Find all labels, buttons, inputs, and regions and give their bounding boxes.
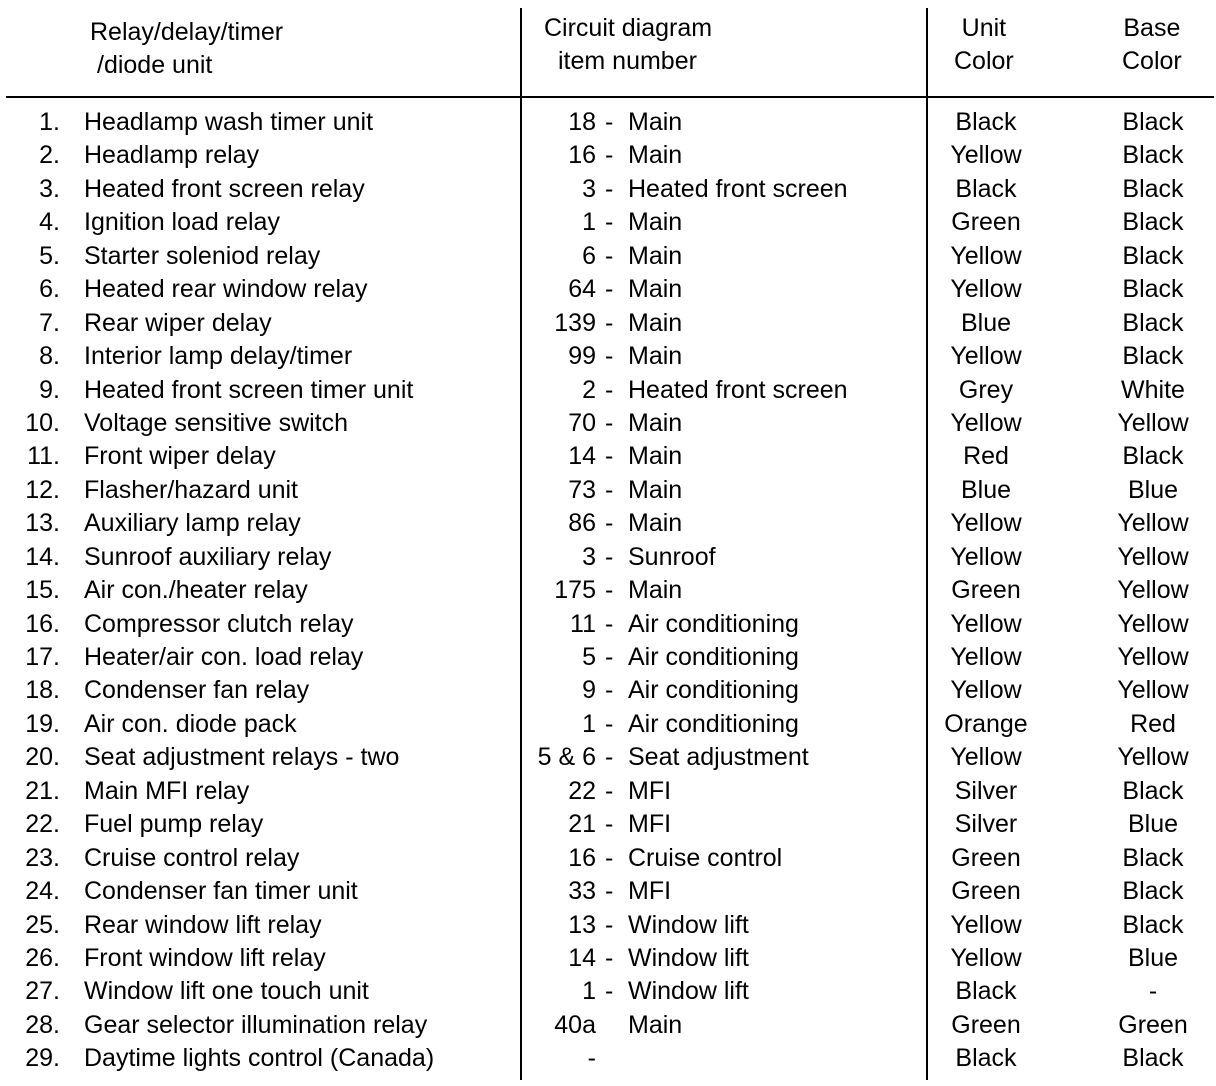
- row-dash: -: [605, 810, 614, 839]
- row-dash: -: [605, 676, 614, 705]
- row-dash: -: [605, 542, 614, 571]
- row-description: Main MFI relay: [84, 776, 250, 805]
- row-section: MFI: [628, 776, 672, 805]
- row-section: Heated front screen: [628, 375, 848, 404]
- table-row: [0, 875, 1216, 908]
- row-dash: -: [605, 442, 614, 471]
- row-dash: -: [605, 943, 614, 972]
- row-number: 14.: [25, 542, 60, 571]
- row-section: Main: [628, 342, 683, 371]
- row-unit-color: Green: [951, 843, 1021, 872]
- table-row: [0, 1042, 1216, 1075]
- row-unit-color: Green: [951, 576, 1021, 605]
- row-number: 17.: [25, 643, 60, 671]
- row-item-number: 9: [582, 676, 596, 705]
- row-item-number: 5: [582, 643, 596, 671]
- row-description: Fuel pump relay: [84, 810, 264, 839]
- table-row: [0, 741, 1216, 774]
- row-section: Main: [628, 509, 683, 538]
- row-unit-color: Red: [963, 442, 1009, 471]
- row-description: Flasher/hazard unit: [84, 475, 299, 504]
- row-unit-color: Blue: [960, 475, 1012, 504]
- row-unit-color: Yellow: [950, 342, 1022, 371]
- header-circuit-line1: Circuit diagram: [544, 14, 713, 42]
- row-description: Air con. diode pack: [84, 709, 297, 738]
- row-description: Air con./heater relay: [84, 576, 308, 605]
- row-base-color: Yellow: [1117, 743, 1189, 772]
- row-base-color: Black: [1122, 174, 1184, 203]
- row-item-number: 70: [568, 408, 596, 437]
- row-item-number: 1: [582, 208, 596, 237]
- row-section: Main: [628, 442, 683, 471]
- row-section: Air conditioning: [628, 609, 799, 638]
- row-description: Condenser fan timer unit: [84, 877, 358, 906]
- table-row: [0, 240, 1216, 273]
- row-section: Main: [628, 576, 683, 605]
- row-base-color: Green: [1118, 1010, 1188, 1039]
- row-base-color: Black: [1122, 342, 1184, 371]
- row-number: 26.: [25, 943, 60, 972]
- row-item-number: 6: [582, 241, 596, 270]
- row-unit-color: Black: [955, 977, 1017, 1006]
- row-section: Main: [628, 108, 683, 136]
- row-item-number: 175: [554, 576, 596, 605]
- table-row: [0, 407, 1216, 440]
- row-base-color: Blue: [1127, 810, 1179, 839]
- row-description: Heated rear window relay: [84, 275, 368, 304]
- row-base-color: Yellow: [1117, 542, 1189, 571]
- row-number: 22.: [25, 810, 60, 839]
- row-unit-color: Green: [951, 208, 1021, 237]
- row-description: Front window lift relay: [84, 943, 326, 972]
- header-relay-line1: Relay/delay/timer: [90, 18, 284, 46]
- row-dash: -: [605, 977, 614, 1006]
- row-item-number: 3: [582, 174, 596, 203]
- row-dash: -: [605, 609, 614, 638]
- row-unit-color: Silver: [954, 776, 1018, 805]
- row-description: Daytime lights control (Canada): [84, 1044, 435, 1073]
- row-dash: -: [605, 776, 614, 805]
- row-base-color: Red: [1130, 709, 1176, 738]
- row-base-color: Yellow: [1117, 576, 1189, 605]
- row-number: 25.: [25, 910, 60, 939]
- row-dash: -: [605, 643, 614, 671]
- row-dash: -: [605, 141, 614, 170]
- row-base-color: Yellow: [1117, 609, 1189, 638]
- table-body: [0, 106, 1216, 1076]
- row-item-number: 18: [568, 108, 596, 136]
- row-number: 8.: [39, 342, 60, 371]
- header-rule: [6, 96, 1214, 98]
- row-section: Heated front screen: [628, 174, 848, 203]
- row-unit-color: Orange: [944, 709, 1028, 738]
- row-unit-color: Yellow: [950, 943, 1022, 972]
- row-description: Front wiper delay: [84, 442, 276, 471]
- row-unit-color: Silver: [954, 810, 1018, 839]
- row-number: 27.: [25, 977, 60, 1006]
- row-unit-color: Yellow: [950, 542, 1022, 571]
- row-number: 24.: [25, 877, 60, 906]
- row-number: 12.: [25, 475, 60, 504]
- table-row: [0, 641, 1216, 674]
- row-description: Seat adjustment relays - two: [84, 743, 400, 772]
- row-base-color: Black: [1122, 241, 1184, 270]
- table-row: [0, 541, 1216, 574]
- header-unit-line1: Unit: [961, 14, 1007, 42]
- table-row: [0, 173, 1216, 206]
- row-base-color: Blue: [1127, 943, 1179, 972]
- row-description: Headlamp relay: [84, 141, 260, 170]
- row-item-number: 1: [582, 709, 596, 738]
- row-base-color: Yellow: [1117, 509, 1189, 538]
- row-section: Main: [628, 408, 683, 437]
- row-unit-color: Yellow: [950, 609, 1022, 638]
- row-base-color: White: [1121, 375, 1185, 404]
- row-unit-color: Yellow: [950, 743, 1022, 772]
- row-dash: -: [605, 342, 614, 371]
- row-dash: -: [605, 743, 614, 772]
- row-item-number: 73: [568, 475, 596, 504]
- row-base-color: Black: [1122, 877, 1184, 906]
- row-unit-color: Black: [955, 174, 1017, 203]
- row-base-color: Yellow: [1117, 676, 1189, 705]
- row-dash: -: [605, 108, 614, 136]
- table-row: [0, 975, 1216, 1008]
- row-description: Rear window lift relay: [84, 910, 322, 939]
- row-dash: -: [605, 475, 614, 504]
- row-unit-color: Black: [955, 108, 1017, 136]
- table-row: [0, 842, 1216, 875]
- row-dash: -: [605, 174, 614, 203]
- row-base-color: Black: [1122, 910, 1184, 939]
- row-section: MFI: [628, 877, 672, 906]
- row-item-number: 99: [568, 342, 596, 371]
- row-item-number: 1: [582, 977, 596, 1006]
- row-description: Ignition load relay: [84, 208, 280, 237]
- table-row: [0, 942, 1216, 975]
- row-unit-color: Green: [951, 1010, 1021, 1039]
- row-unit-color: Green: [951, 877, 1021, 906]
- table-row: [0, 608, 1216, 641]
- row-item-number: 14: [568, 943, 596, 972]
- row-section: Air conditioning: [628, 676, 799, 705]
- row-item-number: 139: [554, 308, 596, 337]
- table-row: [0, 909, 1216, 942]
- row-section: Air conditioning: [628, 709, 799, 738]
- header-circuit: [544, 12, 712, 78]
- row-number: 20.: [25, 743, 60, 772]
- row-number: 7.: [39, 308, 60, 337]
- row-dash: -: [605, 375, 614, 404]
- row-number: 19.: [25, 709, 60, 738]
- header-relay: [90, 16, 283, 82]
- row-description: Interior lamp delay/timer: [84, 342, 353, 371]
- row-base-color: Black: [1122, 843, 1184, 872]
- row-unit-color: Grey: [958, 375, 1014, 404]
- row-section: Main: [628, 308, 683, 337]
- row-unit-color: Black: [955, 1044, 1017, 1073]
- row-section: Main: [628, 475, 683, 504]
- table-row: [0, 674, 1216, 707]
- header-base-line1: Base: [1123, 14, 1181, 42]
- row-item-number: 22: [568, 776, 596, 805]
- row-item-number: 16: [568, 843, 596, 872]
- table-row: [0, 106, 1216, 139]
- row-base-color: Black: [1122, 108, 1184, 136]
- row-base-color: Yellow: [1117, 408, 1189, 437]
- row-number: 1.: [39, 108, 60, 136]
- table-row: [0, 775, 1216, 808]
- row-section: Main: [628, 1010, 683, 1039]
- row-description: Gear selector illumination relay: [84, 1010, 428, 1039]
- row-item-number: 14: [568, 442, 596, 471]
- row-number: 11.: [27, 442, 60, 471]
- row-base-color: Black: [1122, 1044, 1184, 1073]
- row-dash: -: [605, 576, 614, 605]
- row-item-number: 64: [568, 275, 596, 304]
- row-number: 10.: [25, 408, 60, 437]
- row-section: Sunroof: [628, 542, 716, 571]
- row-description: Voltage sensitive switch: [84, 408, 349, 437]
- table-row: [0, 507, 1216, 540]
- row-dash: -: [605, 843, 614, 872]
- row-item-number: 13: [568, 910, 596, 939]
- row-description: Compressor clutch relay: [84, 609, 354, 638]
- row-description: Starter soleniod relay: [84, 241, 321, 270]
- row-base-color: Black: [1122, 776, 1184, 805]
- table-row: [0, 808, 1216, 841]
- row-dash: -: [605, 241, 614, 270]
- row-number: 28.: [25, 1010, 60, 1039]
- header-circuit-line2: item number: [558, 47, 697, 75]
- table-row: [0, 340, 1216, 373]
- row-dash: -: [605, 208, 614, 237]
- row-section: Main: [628, 208, 683, 237]
- row-item-number: 2: [582, 375, 596, 404]
- row-dash: -: [605, 509, 614, 538]
- row-number: 16.: [25, 609, 60, 638]
- row-section: Window lift: [628, 977, 749, 1006]
- table-row: [0, 206, 1216, 239]
- row-item-number: 16: [568, 141, 596, 170]
- row-item-number: 33: [568, 877, 596, 906]
- row-number: 4.: [39, 208, 60, 237]
- row-description: Auxiliary lamp relay: [84, 509, 301, 538]
- row-base-color: Yellow: [1117, 643, 1189, 671]
- row-section: Cruise control: [628, 843, 783, 872]
- row-section: Main: [628, 275, 683, 304]
- row-base-color: Black: [1122, 308, 1184, 337]
- row-unit-color: Blue: [960, 308, 1012, 337]
- header-relay-line2: /diode unit: [97, 51, 213, 79]
- row-number: 23.: [25, 843, 60, 872]
- row-description: Condenser fan relay: [84, 676, 310, 705]
- row-unit-color: Yellow: [950, 509, 1022, 538]
- row-number: 5.: [39, 241, 60, 270]
- row-item-number: 21: [568, 810, 596, 839]
- row-section: Window lift: [628, 943, 749, 972]
- table-row: [0, 440, 1216, 473]
- row-number: 21.: [25, 776, 60, 805]
- row-description: Rear wiper delay: [84, 308, 272, 337]
- row-unit-color: Yellow: [950, 643, 1022, 671]
- row-number: 15.: [25, 576, 60, 605]
- row-description: Window lift one touch unit: [84, 977, 369, 1006]
- row-description: Heated front screen timer unit: [84, 375, 414, 404]
- row-section: Air conditioning: [628, 643, 799, 671]
- table-row: [0, 374, 1216, 407]
- row-unit-color: Yellow: [950, 676, 1022, 705]
- table-row: [0, 574, 1216, 607]
- row-number: 9.: [39, 375, 60, 404]
- header-base-color: [1122, 12, 1182, 78]
- row-item-number: -: [587, 1044, 596, 1073]
- row-number: 2.: [39, 141, 60, 170]
- row-description: Cruise control relay: [84, 843, 300, 872]
- row-number: 6.: [39, 275, 60, 304]
- table-row: [0, 474, 1216, 507]
- row-section: MFI: [628, 810, 672, 839]
- row-unit-color: Yellow: [950, 275, 1022, 304]
- row-base-color: Blue: [1127, 475, 1179, 504]
- row-section: Main: [628, 241, 683, 270]
- header-base-line2: Color: [1122, 47, 1182, 75]
- row-dash: -: [605, 709, 614, 738]
- row-section: Window lift: [628, 910, 749, 939]
- row-unit-color: Yellow: [950, 910, 1022, 939]
- row-dash: -: [605, 408, 614, 437]
- header-unit-color: [954, 12, 1014, 78]
- table-row: [0, 139, 1216, 172]
- row-base-color: Black: [1122, 141, 1184, 170]
- row-description: Heater/air con. load relay: [84, 643, 364, 671]
- row-item-number: 3: [582, 542, 596, 571]
- row-number: 18.: [25, 676, 60, 705]
- row-base-color: Black: [1122, 208, 1184, 237]
- table-row: [0, 273, 1216, 306]
- row-item-number: 40a: [554, 1010, 596, 1039]
- row-number: 29.: [25, 1044, 60, 1073]
- row-item-number: 86: [568, 509, 596, 538]
- row-dash: -: [605, 275, 614, 304]
- row-item-number: 5 & 6: [537, 743, 596, 772]
- row-unit-color: Yellow: [950, 408, 1022, 437]
- row-description: Sunroof auxiliary relay: [84, 542, 332, 571]
- row-description: Heated front screen relay: [84, 174, 365, 203]
- row-section: Seat adjustment: [628, 743, 809, 772]
- row-section: Main: [628, 141, 683, 170]
- row-base-color: Black: [1122, 275, 1184, 304]
- row-dash: -: [605, 910, 614, 939]
- row-number: 13.: [25, 509, 60, 538]
- row-unit-color: Yellow: [950, 141, 1022, 170]
- row-dash: -: [605, 877, 614, 906]
- row-item-number: 11: [570, 609, 596, 638]
- row-description: Headlamp wash timer unit: [84, 108, 374, 136]
- row-base-color: Black: [1122, 442, 1184, 471]
- table-row: [0, 708, 1216, 741]
- row-base-color: -: [1148, 977, 1158, 1006]
- row-dash: -: [605, 308, 614, 337]
- table-row: [0, 1009, 1216, 1042]
- row-number: 3.: [39, 174, 60, 203]
- header-unit-line2: Color: [954, 47, 1014, 75]
- table-row: [0, 307, 1216, 340]
- row-unit-color: Yellow: [950, 241, 1022, 270]
